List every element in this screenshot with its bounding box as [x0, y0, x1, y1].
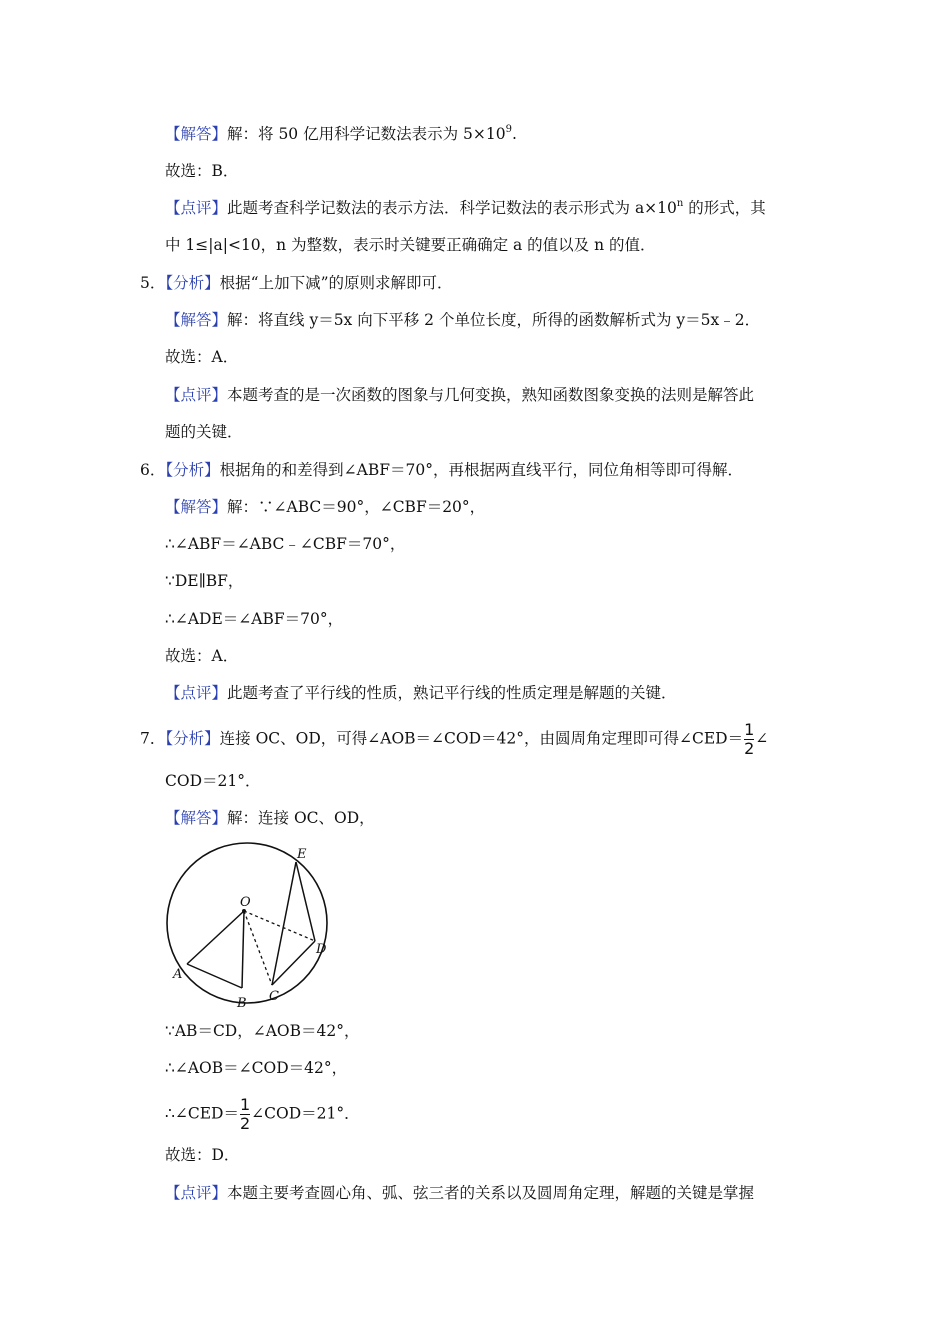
label-E: E — [297, 847, 307, 862]
q6-step1: ∴∠ABF＝∠ABC﹣∠CBF＝70°， — [165, 535, 406, 553]
q4-answer: 【解答】解：将 50 亿用科学记数法表示为 $5\times 10^9$. — [165, 124, 517, 143]
comment-tag: 【点评】 — [165, 684, 228, 702]
label-O: O — [240, 895, 251, 910]
segment-OA — [187, 911, 244, 964]
q7-comment: 【点评】本题主要考查圆心角、弧、弦三者的关系以及圆周角定理，解题的关键是掌握 — [165, 1184, 755, 1202]
q5-analysis: 5．【分析】根据“上加下减”的原则求解即可． — [140, 274, 453, 292]
comment-tag: 【点评】 — [165, 199, 228, 217]
q4-comment: 【点评】此题考查科学记数法的表示方法．科学记数法的表示形式为 $a\times 10^n$ 的形式，其 — [165, 198, 766, 217]
q6-choice: 故选：A． — [165, 647, 239, 665]
question-number: 6． — [140, 461, 166, 479]
fraction-half: $\frac{1}{2}$ — [744, 720, 755, 758]
q5-choice: 故选：A． — [165, 348, 239, 366]
comment-tag: 【点评】 — [165, 386, 228, 404]
question-number: 5． — [140, 274, 166, 292]
q6-analysis: 6．【分析】根据角的和差得到∠ABF＝70°，再根据两直线平行，同位角相等即可得解． — [140, 461, 743, 479]
label-C: C — [269, 989, 279, 1004]
label-A: A — [173, 967, 183, 982]
answer-tag: 【解答】 — [165, 498, 228, 516]
q4-choice: 故选：B． — [165, 162, 239, 180]
label-B: B — [237, 996, 247, 1011]
q5-answer: 【解答】解：将直线 y＝5x 向下平移 2 个单位长度，所得的函数解析式为 y＝5x﹣2． — [165, 311, 761, 329]
question-number: 7． — [140, 729, 166, 748]
answer-tag: 【解答】 — [165, 311, 228, 329]
analysis-tag: 【分析】 — [165, 274, 220, 292]
segment-ED — [296, 862, 315, 941]
analysis-tag: 【分析】 — [165, 729, 220, 748]
answer-tag: 【解答】 — [165, 809, 228, 827]
comment-tag: 【点评】 — [165, 1184, 228, 1202]
analysis-tag: 【分析】 — [165, 461, 220, 479]
segment-CD — [272, 941, 315, 985]
q5-comment: 【点评】本题考查的是一次函数的图象与几何变换，熟知函数图象变换的法则是解答此 — [165, 386, 755, 404]
answer-tag: 【解答】 — [165, 125, 228, 143]
segment-OB — [242, 911, 244, 988]
circle — [167, 843, 327, 1003]
q6-step3: ∴∠ADE＝∠ABF＝70°， — [165, 610, 344, 628]
segment-OD-dashed — [244, 911, 315, 941]
circle-figure — [160, 838, 340, 1013]
q4-comment-line2: 中 1≤|a|<10，n 为整数，表示时关键要正确确定 a 的值以及 n 的值． — [165, 236, 656, 254]
q5-comment-line2: 题的关键． — [165, 423, 243, 441]
q7-step1: ∵AB＝CD，∠AOB＝42°， — [165, 1022, 360, 1040]
label-D: D — [316, 942, 327, 957]
fraction-half: $\frac{1}{2}$ — [239, 1095, 251, 1133]
segment-OC-dashed — [244, 911, 272, 985]
q7-analysis-line2: COD＝21°． — [165, 772, 261, 790]
q7-analysis: 7．【分析】连接 OC、OD，可得∠AOB＝∠COD＝42°，由圆周角定理即可得∠CED＝ $\frac{1}{2}$ ∠ — [140, 720, 769, 758]
q6-answer: 【解答】解：∵∠ABC＝90°，∠CBF＝20°， — [165, 498, 486, 516]
q7-step2: ∴∠AOB＝∠COD＝42°， — [165, 1059, 348, 1077]
q7-choice: 故选：D． — [165, 1146, 240, 1164]
q7-answer: 【解答】解：连接 OC、OD， — [165, 809, 375, 827]
q6-comment: 【点评】此题考查了平行线的性质，熟记平行线的性质定理是解题的关键． — [165, 684, 677, 702]
segment-EC — [272, 862, 296, 985]
q6-step2: ∵DE∥BF， — [165, 572, 244, 590]
q7-step3: ∴∠CED＝ $\frac{1}{2}$ ∠COD＝21°． — [165, 1095, 360, 1133]
